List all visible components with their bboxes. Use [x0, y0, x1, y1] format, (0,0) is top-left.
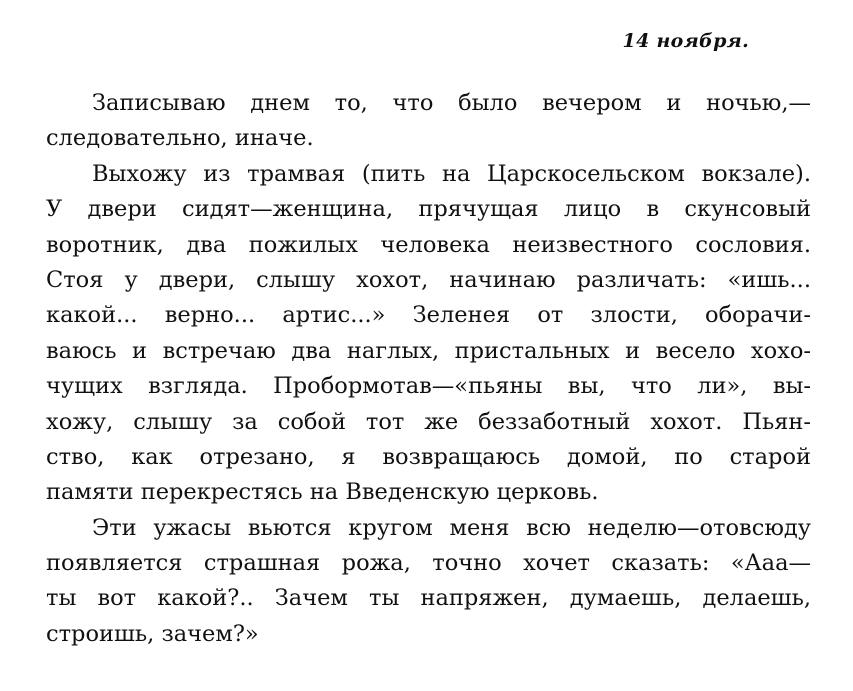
- text-line: ство, как отрезано, я возвращаюсь домой, по старой: [46, 443, 811, 470]
- text-line: воротник, два пожилых человека неизвестного сословия.: [46, 231, 811, 258]
- text-line: Эти ужасы вьются кругом меня всю неделю—отовсюду: [92, 514, 811, 541]
- text-line: какой... верно... артис...» Зеленея от злости, оборачи-: [46, 302, 811, 329]
- text-line: ваюсь и встречаю два наглых, пристальных и весело хохо-: [46, 337, 811, 364]
- text-line: Записываю днем то, что было вечером и ночью,—: [92, 90, 811, 116]
- text-line: памяти перекрестясь на Введенскую церковь.: [46, 479, 599, 506]
- text-line: строишь, зачем?»: [46, 620, 259, 647]
- text-line: следовательно, иначе.: [46, 125, 314, 152]
- paragraph-2: [46, 157, 811, 511]
- page-body: [46, 86, 811, 652]
- paragraph-3: [46, 511, 811, 653]
- text-line: чущих взгляда. Пробормотав—«пьяны вы, что ли», вы-: [46, 373, 811, 400]
- text-line: Стоя у двери, слышу хохот, начинаю различать: «ишь...: [46, 266, 811, 293]
- text-line: У двери сидят—женщина, прячущая лицо в скунсовый: [46, 196, 811, 223]
- text-line: хожу, слышу за собой тот же беззаботный хохот. Пьян-: [46, 408, 811, 435]
- text-line: появляется страшная рожа, точно хочет сказать: «Ааа—: [46, 550, 811, 577]
- paragraph-1: [46, 86, 811, 157]
- text-line: Выхожу из трамвая (пить на Царскосельском вокзале).: [92, 160, 811, 187]
- diary-date: 14 ноября.: [622, 30, 749, 52]
- text-line: ты вот какой?.. Зачем ты напряжен, думаешь, делаешь,: [46, 585, 811, 612]
